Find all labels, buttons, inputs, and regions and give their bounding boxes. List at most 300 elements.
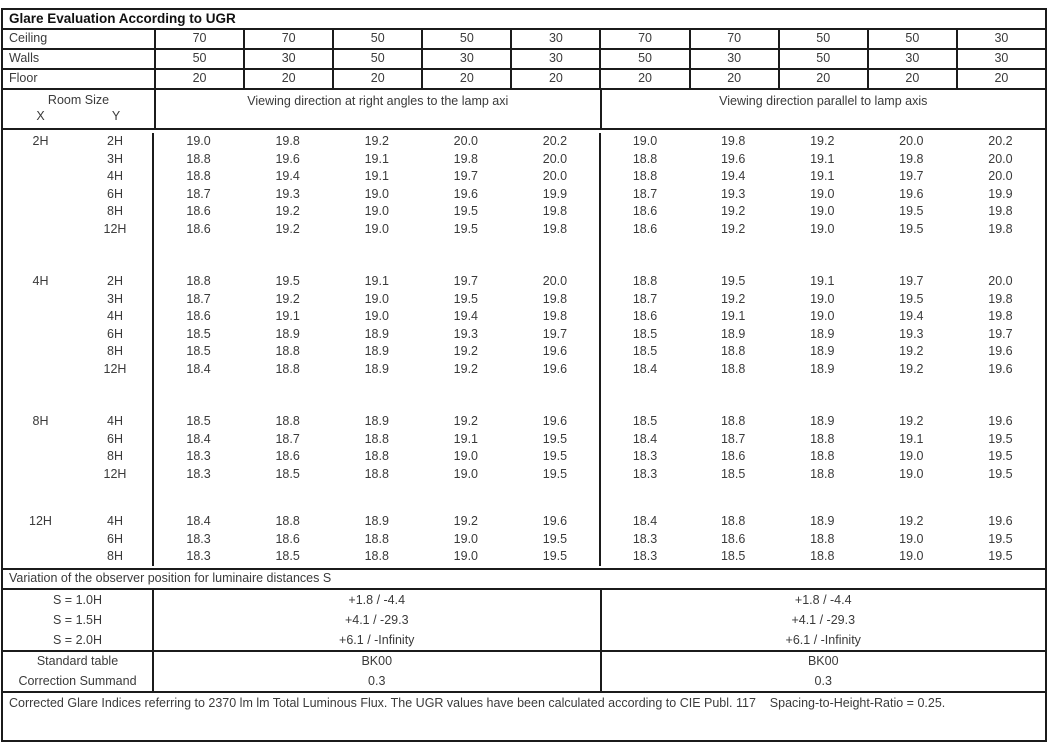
- surface-value: 50: [421, 30, 510, 48]
- gap-cell: [154, 378, 243, 413]
- ugr-value: 19.5: [542, 431, 568, 446]
- ugr-row: [3, 513, 1045, 531]
- ugr-value: 19.0: [810, 186, 835, 201]
- ugr-value: 19.1: [810, 151, 835, 166]
- ugr-value: 19.7: [453, 274, 479, 288]
- ugr-value: 19.1: [810, 274, 835, 288]
- ugr-value: 19.4: [899, 309, 924, 323]
- ugr-value: 19.0: [364, 291, 389, 306]
- room-y-label: 6H: [78, 326, 154, 344]
- ugr-value: 19.2: [275, 204, 300, 218]
- ugr-value: 19.0: [899, 449, 924, 463]
- surface-value: 50: [332, 50, 421, 68]
- ugr-value: 20.0: [988, 169, 1013, 183]
- ugr-value: 19.2: [810, 134, 835, 148]
- ugr-value: 19.5: [453, 291, 479, 306]
- ugr-value: 18.7: [186, 291, 211, 306]
- gap-cell: [421, 238, 510, 273]
- ugr-value: 19.7: [899, 169, 924, 183]
- ugr-value: 19.3: [453, 326, 479, 341]
- ugr-value: 18.8: [810, 549, 835, 563]
- gap-cell: [332, 483, 421, 513]
- ugr-value: 19.8: [720, 134, 746, 148]
- ugr-value: 18.8: [186, 169, 211, 183]
- gap-cell: [778, 238, 867, 273]
- gap-cell: [867, 378, 956, 413]
- ugr-value: 19.5: [988, 431, 1013, 446]
- gap-cell: [154, 483, 243, 513]
- ugr-value: 18.4: [599, 431, 688, 449]
- room-x-label: [3, 448, 78, 466]
- ugr-value: 18.7: [275, 431, 300, 446]
- s-variation-row: [3, 590, 1045, 610]
- ugr-value: 19.5: [542, 531, 568, 546]
- ugr-value: 19.5: [542, 466, 568, 481]
- ugr-value: 19.2: [453, 514, 479, 528]
- room-y-label: 12H: [78, 466, 154, 484]
- gap-cell: [78, 238, 154, 273]
- gap-cell: [78, 483, 154, 513]
- ugr-value: 19.0: [453, 449, 479, 463]
- ugr-value: 18.5: [186, 344, 211, 358]
- room-y-label: 3H: [78, 151, 154, 169]
- surface-value: 20: [778, 70, 867, 88]
- gap-cell: [154, 238, 243, 273]
- ugr-value: 18.3: [186, 466, 211, 481]
- ugr-value: 19.3: [899, 326, 924, 341]
- ugr-row: [3, 413, 1045, 431]
- ugr-value: 19.5: [899, 291, 924, 306]
- room-x-label: 2H: [32, 134, 49, 148]
- room-x-label: [3, 186, 78, 204]
- ugr-value: 19.3: [720, 186, 746, 201]
- ugr-value: 18.8: [364, 466, 389, 481]
- ugr-value: 19.8: [988, 291, 1013, 306]
- ugr-value: 18.3: [599, 466, 688, 484]
- ugr-row: [3, 308, 1045, 326]
- room-x-label: [3, 168, 78, 186]
- ugr-value: 18.8: [364, 449, 389, 463]
- ugr-value: 18.6: [599, 203, 688, 221]
- surface-value: 50: [332, 30, 421, 48]
- variation-heading: [3, 570, 1045, 590]
- ugr-value: 18.8: [186, 274, 211, 288]
- ugr-value: 19.5: [988, 549, 1013, 563]
- ugr-value: 19.6: [988, 361, 1013, 376]
- s-distance-label: S = 1.5H: [3, 610, 154, 630]
- surface-value: 50: [778, 30, 867, 48]
- ugr-value: 18.6: [599, 221, 688, 239]
- ugr-value: 19.5: [988, 531, 1013, 546]
- ugr-value: 18.9: [364, 514, 389, 528]
- ugr-value: 19.8: [899, 151, 924, 166]
- ugr-value: 18.4: [186, 361, 211, 376]
- gap-cell: [421, 483, 510, 513]
- room-size-header: [3, 90, 154, 128]
- ugr-value: 19.9: [542, 186, 568, 201]
- ugr-row: [3, 448, 1045, 466]
- footer-note-text: Corrected Glare Indices referring to 2370 lm lm Total Luminous Flux. The UGR values have been calculated according to CIE Publ. 117 Spacing-to-Height-Ratio = 0.25.: [9, 696, 946, 710]
- ugr-value: 19.6: [988, 514, 1013, 528]
- room-x-label: [3, 431, 78, 449]
- ugr-value: 19.5: [899, 204, 924, 218]
- gap-cell: [689, 483, 778, 513]
- summary-value-left: 0.3: [368, 673, 386, 688]
- surface-value: 20: [243, 70, 332, 88]
- s-variation-row: [3, 630, 1045, 650]
- ugr-row: [3, 343, 1045, 361]
- ugr-value: 18.9: [364, 361, 389, 376]
- y-axis-label: Y: [111, 109, 121, 123]
- surface-value: 20: [599, 70, 688, 88]
- summary-value-right: BK00: [600, 652, 1046, 672]
- ugr-value: 19.8: [542, 221, 568, 236]
- room-y-label: 2H: [78, 273, 154, 291]
- ugr-value: 19.2: [453, 361, 479, 376]
- s-variation-value-right: +4.1 / -29.3: [600, 610, 1046, 630]
- surface-value: 30: [689, 50, 778, 68]
- ugr-row: [3, 151, 1045, 169]
- ugr-value: 19.2: [720, 204, 746, 218]
- surface-value: 20: [421, 70, 510, 88]
- ugr-value: 20.0: [899, 134, 924, 148]
- ugr-value: 18.8: [720, 414, 746, 428]
- ugr-value: 18.6: [186, 221, 211, 236]
- ugr-value: 19.6: [275, 151, 300, 166]
- ugr-value: 19.4: [275, 169, 300, 183]
- ugr-value: 18.6: [275, 531, 300, 546]
- table-title: [3, 10, 1045, 30]
- gap-cell: [956, 238, 1045, 273]
- ugr-value: 18.3: [599, 548, 688, 566]
- ugr-value: 20.0: [988, 274, 1013, 288]
- ugr-value: 19.5: [542, 449, 568, 463]
- ugr-value: 19.9: [988, 186, 1013, 201]
- room-y-label: 3H: [78, 291, 154, 309]
- surface-value: 50: [867, 30, 956, 48]
- ugr-row: [3, 431, 1045, 449]
- s-distance-label: S = 1.0H: [3, 590, 154, 610]
- surface-value: 20: [956, 70, 1045, 88]
- ugr-value: 19.0: [453, 466, 479, 481]
- ugr-value: 18.8: [720, 361, 746, 376]
- surface-value: 70: [154, 30, 243, 48]
- room-x-label: 12H: [29, 514, 52, 528]
- table-title-text: Glare Evaluation According to UGR: [9, 11, 236, 26]
- ugr-value: 19.6: [453, 186, 479, 201]
- ugr-value: 20.0: [542, 151, 568, 166]
- surface-value: 30: [243, 50, 332, 68]
- ugr-value: 19.8: [988, 309, 1013, 323]
- gap-cell: [510, 483, 599, 513]
- surface-value: 30: [421, 50, 510, 68]
- surface-row: [3, 50, 1045, 70]
- room-x-label: [3, 326, 78, 344]
- ugr-value: 18.8: [275, 414, 300, 428]
- ugr-value: 18.8: [275, 344, 300, 358]
- surface-value: 50: [599, 50, 688, 68]
- ugr-value: 18.5: [599, 326, 688, 344]
- ugr-value: 19.5: [988, 449, 1013, 463]
- room-y-label: 4H: [78, 513, 154, 531]
- variation-heading-text: Variation of the observer position for luminaire distances S: [9, 571, 332, 585]
- summary-row: [3, 652, 1045, 672]
- ugr-row: [3, 548, 1045, 566]
- gap-cell: [867, 238, 956, 273]
- ugr-value: 18.5: [186, 414, 211, 428]
- summary-label: Correction Summand: [3, 672, 154, 692]
- ugr-value: 19.8: [988, 221, 1013, 236]
- ugr-value: 19.0: [364, 221, 389, 236]
- s-distance-label: S = 2.0H: [3, 630, 154, 650]
- ugr-value: 19.5: [720, 274, 746, 288]
- surface-value: 30: [956, 30, 1045, 48]
- ugr-value: 19.2: [453, 414, 479, 428]
- ugr-value: 18.9: [810, 414, 835, 428]
- ugr-row: [3, 203, 1045, 221]
- surface-value: 30: [510, 30, 599, 48]
- ugr-value: 19.8: [988, 204, 1013, 218]
- ugr-value: 19.5: [899, 221, 924, 236]
- room-y-label: 4H: [78, 168, 154, 186]
- ugr-value: 19.0: [810, 291, 835, 306]
- surface-value: 20: [867, 70, 956, 88]
- room-y-label: 2H: [78, 133, 154, 151]
- gap-cell: [332, 378, 421, 413]
- ugr-value: 19.0: [453, 531, 479, 546]
- s-variation-value-right: +6.1 / -Infinity: [600, 630, 1046, 650]
- surface-value: 20: [332, 70, 421, 88]
- ugr-value: 18.7: [720, 431, 746, 446]
- room-x-label: [3, 531, 78, 549]
- room-y-label: 6H: [78, 186, 154, 204]
- ugr-value: 18.8: [275, 361, 300, 376]
- gap-cell: [956, 483, 1045, 513]
- room-y-label: 8H: [78, 203, 154, 221]
- ugr-value: 19.1: [364, 169, 389, 183]
- ugr-value: 20.0: [988, 151, 1013, 166]
- ugr-value: 18.9: [720, 326, 746, 341]
- room-y-label: 12H: [78, 221, 154, 239]
- ugr-value: 18.8: [364, 549, 389, 563]
- ugr-value: 18.9: [810, 361, 835, 376]
- ugr-value: 19.2: [899, 344, 924, 358]
- ugr-value: 19.8: [275, 134, 300, 148]
- ugr-value: 18.9: [810, 326, 835, 341]
- table-summary-rows: [3, 652, 1045, 693]
- group-gap: [3, 238, 1045, 273]
- ugr-value: 19.6: [542, 344, 568, 358]
- room-x-label: [3, 291, 78, 309]
- ugr-value: 18.5: [720, 466, 746, 481]
- ugr-value: 18.9: [364, 414, 389, 428]
- ugr-value: 19.1: [899, 431, 924, 446]
- surface-label: Walls: [9, 51, 40, 65]
- gap-cell: [243, 238, 332, 273]
- ugr-value: 18.6: [599, 308, 688, 326]
- ugr-value: 19.2: [275, 291, 300, 306]
- room-x-label: [3, 308, 78, 326]
- ugr-value: 19.7: [988, 326, 1013, 341]
- room-y-label: 6H: [78, 531, 154, 549]
- surface-label: Floor: [9, 71, 38, 85]
- ugr-value: 18.6: [720, 531, 746, 546]
- ugr-value: 19.6: [542, 514, 568, 528]
- gap-cell: [78, 378, 154, 413]
- ugr-value: 18.7: [186, 186, 211, 201]
- ugr-value: 19.6: [542, 361, 568, 376]
- gap-cell: [778, 483, 867, 513]
- ugr-value: 19.2: [899, 414, 924, 428]
- ugr-value: 18.9: [275, 326, 300, 341]
- ugr-value: 19.1: [453, 431, 479, 446]
- ugr-value: 18.4: [186, 431, 211, 446]
- gap-cell: [599, 378, 688, 413]
- ugr-value: 19.1: [275, 309, 300, 323]
- ugr-value: 19.8: [542, 309, 568, 323]
- s-variation-value-right: +1.8 / -4.4: [600, 590, 1046, 610]
- room-y-label: 8H: [78, 448, 154, 466]
- surface-value: 70: [243, 30, 332, 48]
- surface-value: 50: [778, 50, 867, 68]
- ugr-row: [3, 466, 1045, 484]
- ugr-value: 19.0: [810, 221, 835, 236]
- ugr-value: 19.0: [364, 186, 389, 201]
- ugr-data-rows: [3, 130, 1045, 570]
- ugr-value: 19.6: [988, 344, 1013, 358]
- footer-note: [3, 693, 1045, 740]
- ugr-value: 18.6: [720, 449, 746, 463]
- ugr-value: 19.1: [364, 274, 389, 288]
- room-x-label: [3, 343, 78, 361]
- ugr-value: 18.5: [186, 326, 211, 341]
- ugr-value: 19.5: [988, 466, 1013, 481]
- room-x-label: [3, 221, 78, 239]
- ugr-value: 19.0: [810, 309, 835, 323]
- ugr-row: [3, 361, 1045, 379]
- ugr-value: 19.8: [542, 291, 568, 306]
- viewing-direction-right-angles-heading: Viewing direction at right angles to the lamp axi: [154, 90, 600, 128]
- room-y-label: 8H: [78, 343, 154, 361]
- ugr-value: 18.8: [599, 168, 688, 186]
- gap-cell: [599, 238, 688, 273]
- ugr-value: 18.8: [810, 431, 835, 446]
- ugr-value: 19.0: [899, 531, 924, 546]
- surface-value: 20: [689, 70, 778, 88]
- ugr-value: 20.0: [542, 169, 568, 183]
- group-gap: [3, 483, 1045, 513]
- surface-value: 50: [154, 50, 243, 68]
- ugr-value: 18.7: [599, 186, 688, 204]
- surface-row: [3, 70, 1045, 90]
- ugr-value: 18.8: [275, 514, 300, 528]
- ugr-row: [3, 291, 1045, 309]
- ugr-value: 19.6: [720, 151, 746, 166]
- room-x-label: [3, 466, 78, 484]
- ugr-value: 18.5: [275, 466, 300, 481]
- room-x-label: [3, 361, 78, 379]
- table-header-row: [3, 90, 1045, 130]
- s-variation-value-left: +1.8 / -4.4: [348, 593, 406, 607]
- surface-value: 30: [867, 50, 956, 68]
- ugr-glare-table: [1, 8, 1047, 742]
- ugr-value: 18.8: [599, 151, 688, 169]
- surface-row: [3, 30, 1045, 50]
- ugr-row: [3, 133, 1045, 151]
- room-x-label: [3, 548, 78, 566]
- ugr-value: 19.2: [364, 134, 389, 148]
- ugr-value: 19.0: [364, 204, 389, 218]
- gap-cell: [243, 378, 332, 413]
- surface-value: 20: [154, 70, 243, 88]
- ugr-value: 18.7: [599, 291, 688, 309]
- room-y-label: 4H: [78, 308, 154, 326]
- gap-cell: [510, 378, 599, 413]
- ugr-value: 19.6: [988, 414, 1013, 428]
- ugr-value: 19.7: [542, 326, 568, 341]
- x-axis-label: X: [36, 109, 45, 123]
- ugr-row: [3, 168, 1045, 186]
- ugr-value: 19.2: [720, 291, 746, 306]
- ugr-value: 20.0: [542, 274, 568, 288]
- ugr-value: 20.0: [453, 134, 479, 148]
- gap-cell: [510, 238, 599, 273]
- ugr-value: 18.3: [599, 531, 688, 549]
- ugr-value: 18.6: [186, 204, 211, 218]
- ugr-row: [3, 186, 1045, 204]
- gap-cell: [243, 483, 332, 513]
- ugr-value: 19.5: [275, 274, 300, 288]
- room-size-label: Room Size: [47, 93, 110, 107]
- ugr-value: 19.4: [720, 169, 746, 183]
- ugr-value: 18.8: [810, 531, 835, 546]
- ugr-value: 19.2: [899, 361, 924, 376]
- ugr-value: 19.2: [720, 221, 746, 236]
- room-x-label: 8H: [32, 414, 49, 428]
- surface-value: 30: [510, 50, 599, 68]
- ugr-value: 19.7: [453, 169, 479, 183]
- ugr-value: 18.9: [810, 344, 835, 358]
- ugr-value: 19.5: [453, 204, 479, 218]
- gap-cell: [867, 483, 956, 513]
- gap-cell: [689, 378, 778, 413]
- ugr-row: [3, 273, 1045, 291]
- surface-value: 70: [689, 30, 778, 48]
- ugr-value: 19.4: [453, 309, 479, 323]
- summary-value-left: BK00: [361, 654, 393, 668]
- ugr-row: [3, 326, 1045, 344]
- ugr-value: 19.0: [186, 134, 211, 148]
- surface-label: Ceiling: [9, 31, 48, 45]
- ugr-value: 18.6: [186, 309, 211, 323]
- summary-value-right: 0.3: [600, 672, 1046, 692]
- ugr-value: 20.2: [542, 134, 568, 148]
- ugr-row: [3, 531, 1045, 549]
- summary-row: [3, 672, 1045, 692]
- ugr-value: 18.8: [186, 151, 211, 166]
- viewing-direction-parallel-heading: Viewing direction parallel to lamp axis: [600, 90, 1046, 128]
- ugr-value: 18.5: [275, 549, 300, 563]
- ugr-value: 19.0: [453, 549, 479, 563]
- ugr-value: 18.8: [364, 531, 389, 546]
- ugr-value: 18.5: [599, 343, 688, 361]
- ugr-value: 19.0: [810, 204, 835, 218]
- room-y-label: 4H: [78, 413, 154, 431]
- room-y-label: 12H: [78, 361, 154, 379]
- room-y-label: 6H: [78, 431, 154, 449]
- gap-cell: [3, 378, 78, 413]
- ugr-value: 19.1: [720, 309, 746, 323]
